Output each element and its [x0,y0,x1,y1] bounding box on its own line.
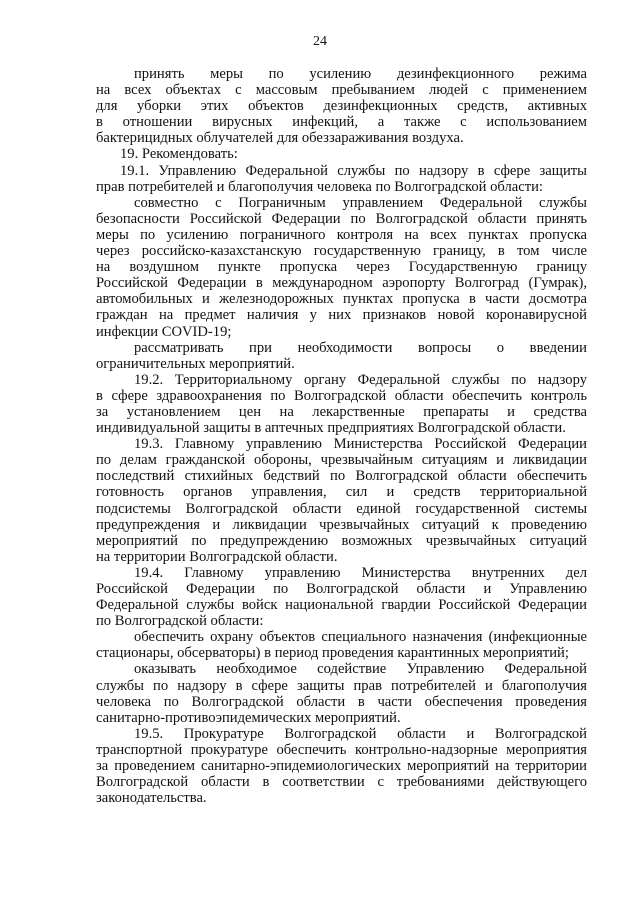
text-line: безопасности Российской Федерации по Волгоградской области принять [96,210,587,227]
text-line: 19.5. Прокуратуре Волгоградской области и Волгоградской [134,725,587,742]
page-number: 24 [313,34,327,49]
text-line: для уборки этих объектов дезинфекционных средств, активных [96,98,587,115]
text-line: последствий стихийных бедствий по Волгоградской области обеспечить [96,468,587,485]
text-line: законодательства. [96,790,207,807]
text-line: Российской Федерации в международном аэропорту Волгоград (Гумрак), [96,275,587,292]
text-line: 19.3. Главному управлению Министерства Российской Федерации [134,436,587,453]
text-line: за проведением санитарно-эпидемиологических мероприятий на территории [96,758,587,775]
text-line: ограничительных мероприятий. [96,355,295,372]
text-line: подсистемы Волгоградской области единой государственной системы [96,500,587,517]
text-line: на всех объектах с массовым пребыванием людей с применением [96,82,587,99]
text-line: готовность органов управления, сил и средств территориальной [96,484,587,501]
text-line: на территории Волгоградской области. [96,548,338,565]
text-line: Волгоградской области в соответствии с требованиями действующего [96,774,587,791]
text-line: мероприятий по предупреждению возможных чрезвычайных ситуаций [96,532,587,549]
text-line: обеспечить охрану объектов специального назначения (инфекционные [134,629,587,646]
text-line: стационары, обсерваторы) в период проведения карантинных мероприятий; [96,645,569,662]
text-line: Российской Федерации по Волгоградской области и Управлению [96,581,587,597]
text-line: человека по Волгоградской области в части обеспечения проведения [96,693,587,710]
text-line: 19.2. Территориальному органу Федеральной службы по надзору [134,371,587,388]
text-line: по Волгоградской области: [96,613,264,630]
text-line: на воздушном пункте пропуска через Государственную границу [96,259,587,276]
text-line: совместно с Пограничным управлением Федеральной службы [134,194,587,211]
text-line: санитарно-противоэпидемических мероприятий. [96,709,401,726]
text-line: бактерицидных облучателей для обеззараживания воздуха. [96,130,464,147]
text-line: рассматривать при необходимости вопросы о введении [134,339,587,356]
text-line: инфекции COVID-19; [96,323,232,340]
text-line: службы по надзору в сфере защиты прав потребителей и благополучия [96,677,587,694]
text-line: автомобильных и железнодорожных пунктах пропуска в части досмотра [96,291,587,308]
text-line: 19.1. Управлению Федеральной службы по надзору в сфере защиты [120,162,587,179]
text-line: граждан на предмет наличия у них признаков новой коронавирусной [96,307,587,324]
text-line: в отношении вирусных инфекций, а также с использованием [96,114,587,131]
text-line: прав потребителей и благополучия человека по Волгоградской области: [96,178,543,195]
text-line: предупреждения и ликвидации чрезвычайных ситуаций к проведению [96,516,587,533]
text-line: меры по усилению пограничного контроля на всех пунктах пропуска [96,226,587,243]
text-line: по делам гражданской обороны, чрезвычайным ситуациям и ликвидации [96,452,587,469]
text-line: оказывать необходимое содействие Управлению Федеральной [134,661,587,678]
text-line: 19. Рекомендовать: [120,146,238,163]
text-line: Федеральной службы войск национальной гвардии Российской Федерации [96,597,587,614]
text-line: транспортной прокуратуре обеспечить контрольно-надзорные мероприятия [96,741,587,758]
text-line: 19.4. Главному управлению Министерства внутренних дел [134,564,587,581]
text-line: индивидуальной защиты в аптечных предприятиях Волгоградской области. [96,420,566,437]
text-line: принять меры по усилению дезинфекционного режима [134,66,587,82]
document-body [96,66,587,806]
text-line: через российско-казахстанскую государственную границу, в том числе [96,243,587,260]
text-line: в сфере здравоохранения по Волгоградской области обеспечить контроль [96,387,587,404]
text-line: за установлением цен на лекарственные препараты и средства [96,403,587,420]
